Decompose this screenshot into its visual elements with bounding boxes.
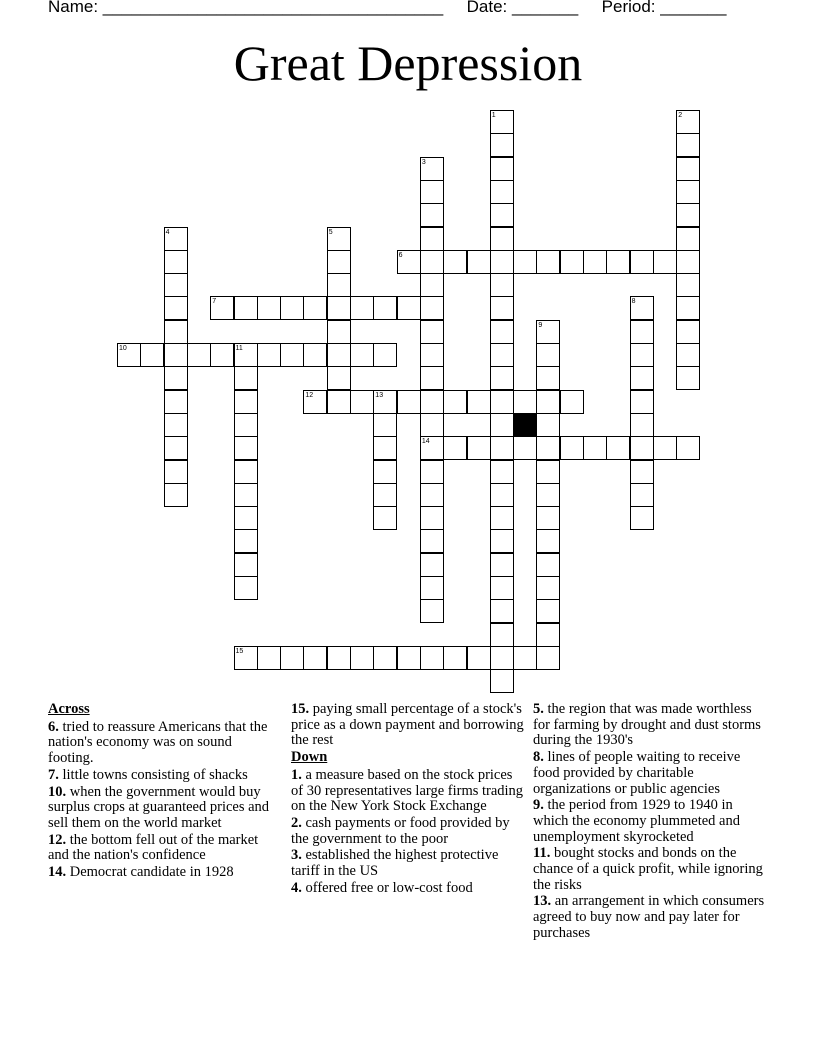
grid-cell[interactable]	[676, 320, 700, 344]
date-label: Date:	[466, 0, 512, 16]
grid-cell[interactable]	[373, 436, 397, 460]
period-label: Period:	[601, 0, 661, 16]
grid-cell[interactable]	[280, 646, 304, 670]
grid-cell[interactable]	[490, 553, 514, 577]
clue-item	[533, 750, 769, 797]
grid-cell[interactable]	[467, 646, 491, 670]
clue-number: 6.	[48, 718, 59, 735]
clue-number: 2.	[291, 814, 302, 831]
clue-text: little towns consisting of shacks	[58, 766, 248, 783]
grid-cell[interactable]	[420, 413, 444, 437]
grid-cell[interactable]	[164, 413, 188, 437]
black-cell	[513, 413, 537, 437]
clue-text: paying small percentage of a stock's price as a down payment and borrowing the rest	[291, 701, 524, 749]
grid-cell[interactable]	[676, 110, 700, 134]
grid-cell[interactable]	[490, 529, 514, 553]
grid-cell[interactable]	[536, 646, 560, 670]
grid-cell[interactable]	[257, 646, 281, 670]
grid-cell[interactable]	[490, 669, 514, 693]
grid-cell[interactable]	[490, 250, 514, 274]
grid-cell[interactable]	[467, 250, 491, 274]
grid-cell[interactable]	[164, 483, 188, 507]
clue-item	[291, 848, 527, 879]
grid-cell[interactable]	[630, 250, 654, 274]
grid-cell[interactable]	[676, 343, 700, 367]
grid-cell[interactable]	[490, 506, 514, 530]
grid-cell[interactable]	[350, 296, 374, 320]
grid-cell[interactable]	[234, 390, 258, 414]
clue-text: the region that was made worthless for farming by drought and dust storms during the 1930's	[533, 701, 761, 749]
clue-item	[533, 846, 769, 893]
grid-cell[interactable]	[187, 343, 211, 367]
grid-cell[interactable]	[490, 227, 514, 251]
grid-cell[interactable]	[373, 483, 397, 507]
clue-number-label: 11	[235, 345, 243, 352]
grid-cell[interactable]	[676, 203, 700, 227]
clue-item	[48, 833, 276, 864]
grid-cell[interactable]	[420, 460, 444, 484]
grid-cell[interactable]	[490, 623, 514, 647]
clue-item	[291, 881, 527, 897]
clue-item	[291, 702, 527, 749]
grid-cell[interactable]	[234, 436, 258, 460]
grid-cell[interactable]	[490, 599, 514, 623]
grid-cell[interactable]	[676, 366, 700, 390]
grid-cell[interactable]	[467, 390, 491, 414]
grid-cell[interactable]	[676, 227, 700, 251]
grid-cell[interactable]	[420, 436, 444, 460]
clues-column-2	[291, 702, 527, 897]
grid-cell[interactable]	[327, 343, 351, 367]
grid-cell[interactable]	[257, 296, 281, 320]
clue-item	[533, 798, 769, 845]
grid-cell[interactable]	[490, 133, 514, 157]
grid-cell[interactable]	[350, 646, 374, 670]
grid-cell[interactable]	[164, 296, 188, 320]
clue-number-label: 2	[678, 112, 683, 119]
grid-cell[interactable]	[536, 576, 560, 600]
clue-number-label: 9	[538, 321, 543, 329]
grid-cell[interactable]	[327, 250, 351, 274]
grid-cell[interactable]	[373, 390, 397, 414]
grid-cell[interactable]	[536, 553, 560, 577]
grid-cell[interactable]	[164, 320, 188, 344]
clue-item	[533, 894, 769, 941]
grid-cell[interactable]	[630, 460, 654, 484]
grid-cell[interactable]	[467, 436, 491, 460]
grid-cell[interactable]	[560, 390, 584, 414]
clue-text: an arrangement in which consumers agreed to buy now and pay later for purchases	[533, 893, 765, 941]
clue-number-label: 12	[305, 391, 314, 399]
clue-item	[48, 720, 276, 767]
grid-cell[interactable]	[630, 343, 654, 367]
grid-cell[interactable]	[373, 296, 397, 320]
grid-cell[interactable]	[420, 250, 444, 274]
grid-cell[interactable]	[490, 436, 514, 460]
clue-number: 7.	[48, 766, 59, 783]
grid-cell[interactable]	[676, 133, 700, 157]
grid-cell[interactable]	[373, 413, 397, 437]
grid-cell[interactable]	[420, 296, 444, 320]
name-blank[interactable]: ____________________________________	[102, 0, 444, 16]
clue-number: 10.	[48, 783, 67, 800]
clue-number: 4.	[291, 879, 302, 896]
clue-text: cash payments or food provided by the government to the poor	[291, 814, 510, 847]
grid-cell[interactable]	[676, 273, 700, 297]
clue-number-label: 8	[631, 298, 636, 306]
clue-number: 13.	[533, 893, 552, 910]
grid-cell[interactable]	[140, 343, 164, 367]
grid-cell[interactable]	[443, 250, 467, 274]
grid-cell[interactable]	[210, 296, 234, 320]
grid-cell[interactable]	[164, 250, 188, 274]
clue-number: 15.	[291, 701, 310, 717]
clue-text: when the government would buy surplus crops at guaranteed prices and sell them on the world market	[48, 783, 270, 831]
grid-cell[interactable]	[606, 436, 630, 460]
grid-cell[interactable]	[490, 576, 514, 600]
grid-cell[interactable]	[420, 576, 444, 600]
down-heading: Down	[291, 749, 328, 766]
clue-number-label: 3	[421, 158, 426, 166]
grid-cell[interactable]	[420, 320, 444, 344]
grid-cell[interactable]	[164, 273, 188, 297]
grid-cell[interactable]	[420, 529, 444, 553]
grid-cell[interactable]	[490, 460, 514, 484]
clue-number-label: 7	[212, 298, 217, 306]
grid-cell[interactable]	[280, 343, 304, 367]
grid-cell[interactable]	[490, 646, 514, 670]
grid-cell[interactable]	[420, 203, 444, 227]
clue-number: 9.	[533, 797, 544, 814]
grid-cell[interactable]	[350, 343, 374, 367]
grid-cell[interactable]	[676, 296, 700, 320]
grid-cell[interactable]	[303, 296, 327, 320]
clue-number-label: 6	[398, 251, 403, 259]
grid-cell[interactable]	[630, 320, 654, 344]
clue-text: the bottom fell out of the market and the nation's confidence	[48, 831, 259, 864]
grid-cell[interactable]	[327, 320, 351, 344]
grid-cell[interactable]	[490, 203, 514, 227]
grid-cell[interactable]	[303, 390, 327, 414]
grid-cell[interactable]	[490, 413, 514, 437]
clue-text: Democrat candidate in 1928	[66, 864, 234, 881]
grid-cell[interactable]	[164, 460, 188, 484]
grid-cell[interactable]	[513, 436, 537, 460]
grid-cell[interactable]	[280, 296, 304, 320]
clue-number: 5.	[533, 701, 544, 717]
grid-cell[interactable]	[513, 250, 537, 274]
grid-cell[interactable]	[536, 250, 560, 274]
grid-cell[interactable]	[630, 436, 654, 460]
grid-cell[interactable]	[420, 646, 444, 670]
clue-number: 14.	[48, 864, 67, 881]
grid-cell[interactable]	[234, 460, 258, 484]
clue-text: offered free or low-cost food	[301, 879, 473, 896]
grid-cell[interactable]	[490, 157, 514, 181]
grid-cell[interactable]	[234, 366, 258, 390]
clue-number-label: 4	[165, 228, 170, 236]
grid-cell[interactable]	[234, 506, 258, 530]
grid-cell[interactable]	[536, 366, 560, 390]
grid-cell[interactable]	[234, 343, 258, 367]
grid-cell[interactable]	[490, 390, 514, 414]
clue-item	[533, 702, 769, 749]
grid-cell[interactable]	[164, 343, 188, 367]
grid-cell[interactable]	[234, 413, 258, 437]
grid-cell[interactable]	[234, 553, 258, 577]
grid-cell[interactable]	[117, 343, 141, 367]
grid-cell[interactable]	[303, 646, 327, 670]
grid-cell[interactable]	[420, 483, 444, 507]
clue-number-label: 13	[375, 391, 384, 399]
grid-cell[interactable]	[397, 296, 421, 320]
grid-cell[interactable]	[676, 180, 700, 204]
grid-cell[interactable]	[397, 390, 421, 414]
grid-cell[interactable]	[210, 343, 234, 367]
grid-cell[interactable]	[536, 436, 560, 460]
grid-cell[interactable]	[234, 296, 258, 320]
grid-cell[interactable]	[373, 460, 397, 484]
grid-cell[interactable]	[443, 646, 467, 670]
grid-cell[interactable]	[536, 343, 560, 367]
clue-item	[48, 785, 276, 832]
grid-cell[interactable]	[536, 483, 560, 507]
grid-cell[interactable]	[490, 296, 514, 320]
grid-cell[interactable]	[653, 436, 677, 460]
grid-cell[interactable]	[420, 157, 444, 181]
clue-number: 11.	[533, 845, 551, 862]
clues-column-3	[533, 702, 769, 943]
grid-cell[interactable]	[234, 576, 258, 600]
grid-cell[interactable]	[420, 366, 444, 390]
grid-cell[interactable]	[373, 506, 397, 530]
grid-cell[interactable]	[630, 296, 654, 320]
grid-cell[interactable]	[676, 250, 700, 274]
grid-cell[interactable]	[420, 227, 444, 251]
grid-cell[interactable]	[490, 110, 514, 134]
grid-cell[interactable]	[257, 343, 281, 367]
clue-text: bought stocks and bonds on the chance of a quick profit, while ignoring the risks	[533, 845, 763, 893]
grid-cell[interactable]	[536, 506, 560, 530]
grid-cell[interactable]	[164, 227, 188, 251]
grid-cell[interactable]	[490, 320, 514, 344]
grid-cell[interactable]	[420, 390, 444, 414]
grid-cell[interactable]	[536, 390, 560, 414]
clue-text: established the highest protective tariff in the US	[291, 847, 499, 880]
grid-cell[interactable]	[420, 273, 444, 297]
grid-cell[interactable]	[303, 343, 327, 367]
clue-number-label: 5	[328, 228, 333, 236]
grid-cell[interactable]	[513, 390, 537, 414]
clue-item	[48, 768, 276, 784]
grid-cell[interactable]	[653, 250, 677, 274]
grid-cell[interactable]	[630, 483, 654, 507]
grid-cell[interactable]	[630, 366, 654, 390]
clue-number: 8.	[533, 749, 544, 766]
grid-cell[interactable]	[420, 553, 444, 577]
clue-number: 12.	[48, 831, 67, 848]
clue-item	[48, 865, 276, 881]
clue-number-label: 1	[491, 112, 496, 119]
grid-cell[interactable]	[234, 529, 258, 553]
grid-cell[interactable]	[327, 227, 351, 251]
name-label: Name:	[48, 0, 103, 16]
grid-cell[interactable]	[164, 366, 188, 390]
grid-cell[interactable]	[560, 436, 584, 460]
grid-cell[interactable]	[443, 436, 467, 460]
grid-cell[interactable]	[234, 646, 258, 670]
date-blank[interactable]: _______	[512, 0, 579, 16]
grid-cell[interactable]	[164, 390, 188, 414]
grid-cell[interactable]	[327, 273, 351, 297]
clue-number: 3.	[291, 847, 302, 864]
grid-cell[interactable]	[536, 623, 560, 647]
clue-item	[291, 816, 527, 847]
clue-number-label: 10	[119, 345, 127, 352]
grid-cell[interactable]	[420, 180, 444, 204]
clue-number-label: 14	[421, 438, 430, 446]
grid-cell[interactable]	[234, 483, 258, 507]
grid-cell[interactable]	[420, 343, 444, 367]
grid-cell[interactable]	[630, 390, 654, 414]
grid-cell[interactable]	[630, 413, 654, 437]
grid-cell[interactable]	[327, 296, 351, 320]
grid-cell[interactable]	[327, 390, 351, 414]
grid-cell[interactable]	[513, 646, 537, 670]
grid-cell[interactable]	[327, 366, 351, 390]
clue-item	[291, 768, 527, 815]
period-blank[interactable]: _______	[660, 0, 727, 16]
grid-cell[interactable]	[536, 320, 560, 344]
grid-cell[interactable]	[490, 273, 514, 297]
puzzle-title: Great Depression	[233, 35, 583, 91]
grid-cell[interactable]	[606, 250, 630, 274]
clue-number: 1.	[291, 766, 302, 783]
grid-cell[interactable]	[630, 506, 654, 530]
grid-cell[interactable]	[350, 390, 374, 414]
grid-cell[interactable]	[583, 250, 607, 274]
clue-number-label: 15	[235, 647, 244, 655]
across-heading: Across	[48, 701, 90, 717]
grid-cell[interactable]	[327, 646, 351, 670]
grid-cell[interactable]	[164, 436, 188, 460]
grid-cell[interactable]	[676, 157, 700, 181]
grid-cell[interactable]	[536, 529, 560, 553]
clue-text: tried to reassure Americans that the nation's economy was on sound footing.	[48, 718, 268, 767]
grid-cell[interactable]	[490, 343, 514, 367]
grid-cell[interactable]	[536, 413, 560, 437]
grid-cell[interactable]	[583, 436, 607, 460]
clue-text: the period from 1929 to 1940 in which the economy plummeted and unemployment skyrocketed	[533, 797, 740, 845]
grid-cell[interactable]	[536, 599, 560, 623]
grid-cell[interactable]	[397, 646, 421, 670]
grid-cell[interactable]	[443, 390, 467, 414]
clue-text: a measure based on the stock prices of 30 representatives large firms trading on the New York Stock Exchange	[291, 766, 524, 815]
clues-column-1	[48, 702, 276, 882]
grid-cell[interactable]	[373, 646, 397, 670]
grid-cell[interactable]	[676, 436, 700, 460]
grid-cell[interactable]	[420, 599, 444, 623]
grid-cell[interactable]	[420, 506, 444, 530]
clue-text: lines of people waiting to receive food provided by charitable organizations or public agencies	[533, 749, 741, 797]
grid-cell[interactable]	[490, 366, 514, 390]
grid-cell[interactable]	[490, 180, 514, 204]
grid-cell[interactable]	[397, 250, 421, 274]
grid-cell[interactable]	[373, 343, 397, 367]
grid-cell[interactable]	[490, 483, 514, 507]
grid-cell[interactable]	[536, 460, 560, 484]
grid-cell[interactable]	[560, 250, 584, 274]
